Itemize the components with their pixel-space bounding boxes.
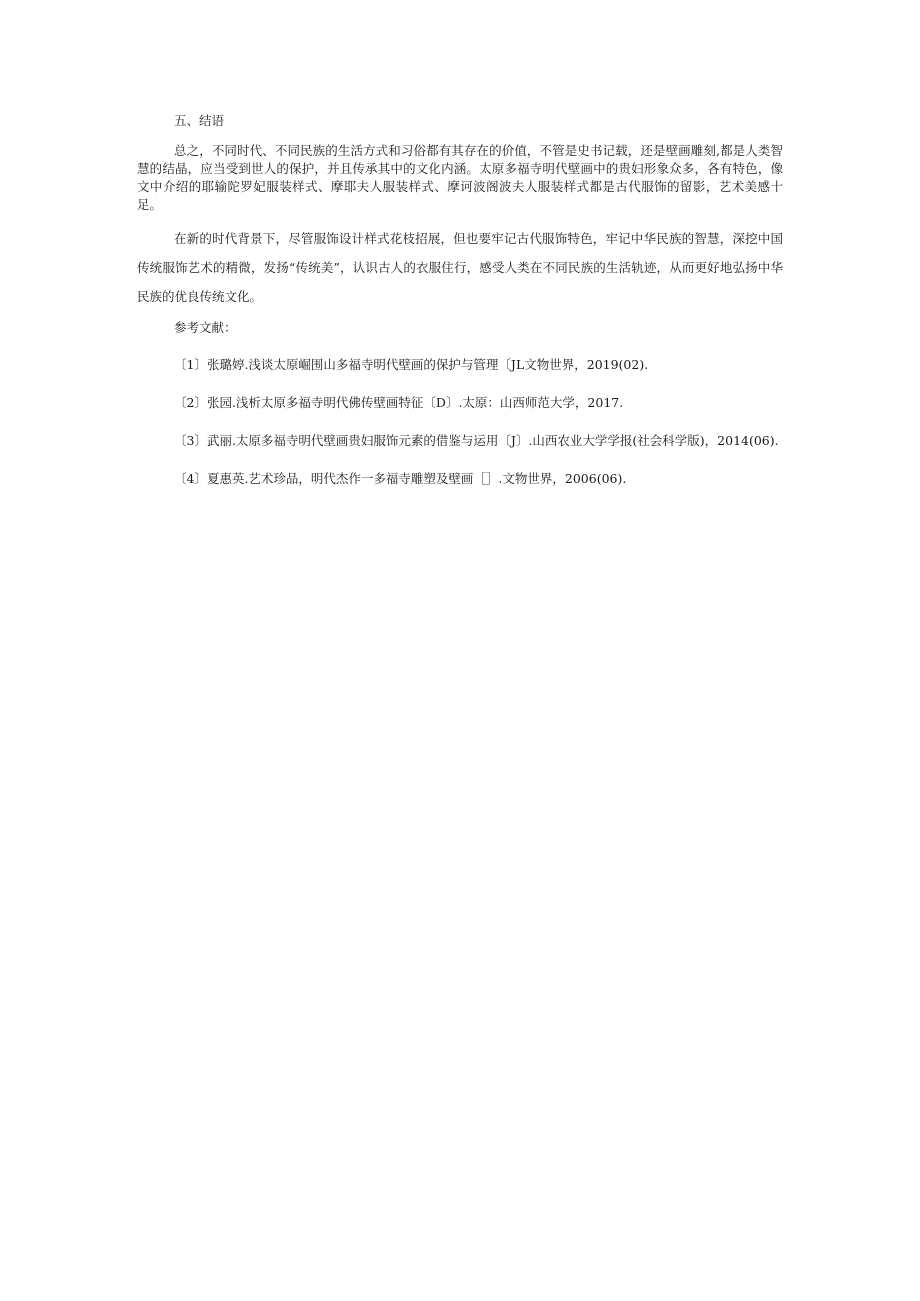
references-title: 参考文献： — [174, 320, 237, 335]
document-body — [137, 112, 783, 493]
reference-item-2: 〔2〕张园.浅析太原多福寺明代佛传壁画特征〔D〕.太原：山西师范大学，2017. — [174, 395, 624, 410]
reference-item-3: 〔3〕武丽.太原多福寺明代壁画贵妇服饰元素的借鉴与运用〔J〕.山西农业大学学报(社会科学版)，2014(06). — [174, 433, 779, 448]
reference-item-1: 〔1〕张璐婷.浅谈太原崛围山多福寺明代壁画的保护与管理〔JL文物世界，2019(02). — [174, 357, 649, 372]
conclusion-paragraph-2: 在新的时代背景下，尽管服饰设计样式花枝招展，但也要牢记古代服饰特色，牢记中华民族的智慧，深挖中国传统服饰艺术的精微，发扬“传统美”，认识古人的衣服住行，感受人类在不同民族的生活轨迹，从而更好地弘扬中华民族的优良传统文化。 — [137, 231, 783, 304]
reference-item-4: 〔4〕夏惠英.艺术珍品，明代杰作一多福寺雕塑及壁画［］.文物世界，2006(06). — [174, 471, 627, 486]
section-heading: 五、结语 — [174, 113, 225, 128]
conclusion-paragraph-1: 总之，不同时代、不同民族的生活方式和习俗都有其存在的价值，不管是史书记载，还是壁画雕刻,都是人类智慧的结晶，应当受到世人的保护，并且传承其中的文化内涵。太原多福寺明代壁画中的贵妇形象众多，各有特色，像文中介绍的耶输陀罗妃服装样式、摩耶夫人服装样式、摩诃波阁波夫人服装样式都是古代服饰的留影，艺术美感十足。 — [137, 143, 783, 212]
